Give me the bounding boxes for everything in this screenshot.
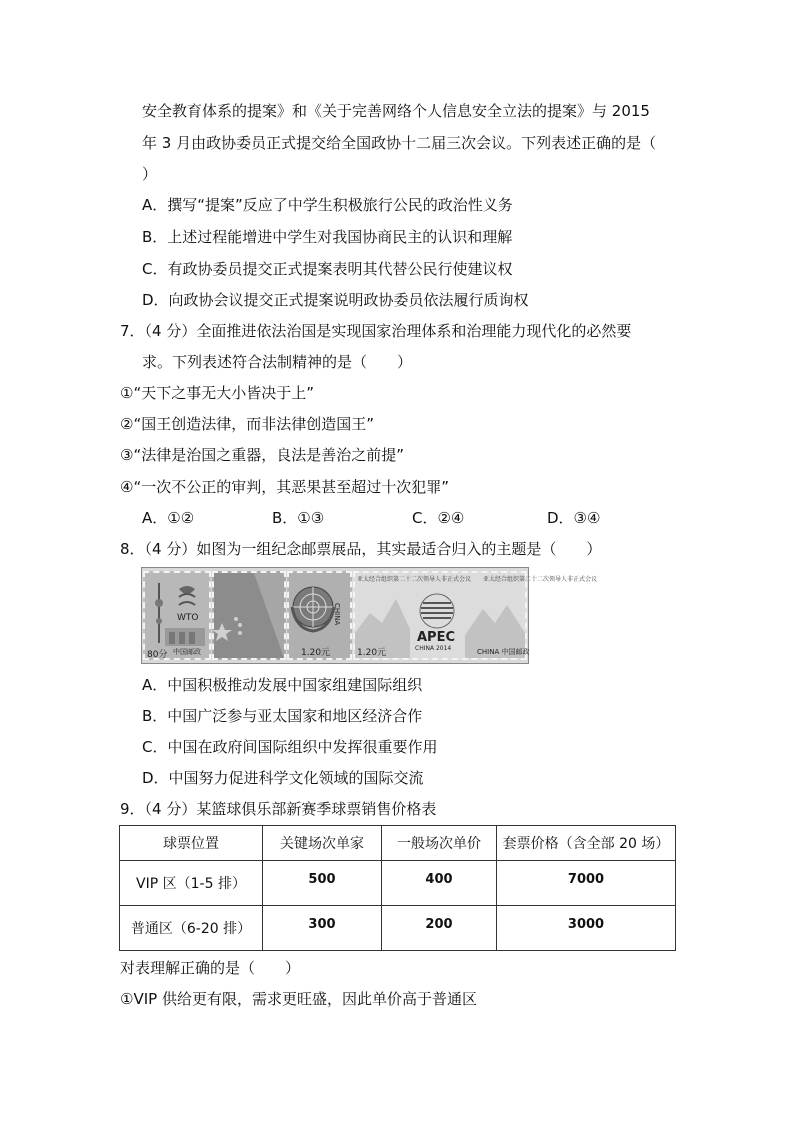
ticket-price-table [119, 825, 676, 951]
stamp4-country: CHINA 中国邮政 [477, 648, 530, 656]
q8-option-a: A．中国积极推动发展中国家组建国际组织 [142, 676, 423, 694]
table-cell: 300 [263, 906, 382, 951]
stamp1-country: 中国邮政 [173, 648, 201, 656]
stamp3-country: CHINA [333, 603, 341, 626]
q9-after-text: 对表理解正确的是（ ） [120, 959, 301, 977]
q7-option-b: B．①③ [272, 509, 325, 527]
table-cell: 200 [382, 906, 497, 951]
stamp4-value: 1.20元 [357, 648, 387, 658]
q7-option-c: C．②④ [412, 509, 465, 527]
q7-statement-1: ①“天下之事无大小皆决于上” [120, 384, 314, 402]
q6-option-c: C．有政协委员提交正式提案表明其代替公民行使建议权 [142, 260, 513, 278]
table-row [120, 861, 676, 906]
q7-stem-line2: 求。下列表述符合法制精神的是（ ） [142, 353, 413, 371]
q8-option-c: C．中国在政府间国际组织中发挥很重要作用 [142, 738, 438, 756]
stamp3-value: 1.20元 [301, 648, 331, 658]
stamp-flag [212, 571, 286, 660]
apec-header-text: 亚太经合组织第二十二次领导人非正式会议 亚太经合组织第二十二次领导人非正式会议 [357, 576, 598, 583]
q7-statement-3: ③“法律是治国之重器，良法是善治之前提” [120, 446, 404, 464]
table-cell: 7000 [497, 861, 676, 906]
flag-icon [214, 573, 284, 658]
q7-statement-2: ②“国王创造法律，而非法律创造国王” [120, 415, 374, 433]
table-header-row [120, 826, 676, 861]
q7-statement-4: ④“一次不公正的审判，其恶果甚至超过十次犯罪” [120, 478, 449, 496]
table-cell: 500 [263, 861, 382, 906]
table-cell: 400 [382, 861, 497, 906]
stamp-wto [143, 571, 211, 660]
apec-sub: CHINA 2014 [415, 645, 452, 652]
apec-label: APEC [417, 630, 456, 645]
table-header-cell: 球票位置 [120, 826, 263, 861]
q7-option-d: D．③④ [547, 509, 601, 527]
table-header-cell: 关键场次单家 [263, 826, 382, 861]
table-cell: 普通区（6-20 排） [120, 906, 263, 951]
stamp-apec [353, 571, 598, 660]
q6-text-line1: 安全教育体系的提案》和《关于完善网络个人信息安全立法的提案》与 2015 [142, 102, 650, 120]
table-header-cell: 一般场次单价 [382, 826, 497, 861]
table-row [120, 906, 676, 951]
q8-stem: 8．（4 分）如图为一组纪念邮票展品，其实最适合归入的主题是（ ） [120, 540, 602, 558]
q6-text-line3: ） [142, 165, 158, 183]
q8-option-d: D．中国努力促进科学文化领域的国际交流 [142, 769, 424, 787]
table-header-cell: 套票价格（含全部 20 场） [497, 826, 676, 861]
q6-option-b: B．上述过程能增进中学生对我国协商民主的认识和理解 [142, 228, 513, 246]
stamp1-value: 80分 [147, 650, 168, 660]
table-cell: 3000 [497, 906, 676, 951]
wto-label: WTO [177, 613, 199, 623]
q7-stem-line1: 7．（4 分）全面推进依法治国是实现国家治理体系和治理能力现代化的必然要 [120, 322, 632, 340]
q6-option-d: D．向政协会议提交正式提案说明政协委员依法履行质询权 [142, 291, 529, 309]
table-cell: VIP 区（1-5 排） [120, 861, 263, 906]
stamp-un [287, 571, 352, 660]
q7-option-a: A．①② [142, 509, 195, 527]
q6-option-a: A．撰写“提案”反应了中学生积极旅行公民的政治性义务 [142, 196, 513, 214]
q9-statement-1: ①VIP 供给更有限，需求更旺盛，因此单价高于普通区 [120, 990, 477, 1008]
q8-option-b: B．中国广泛参与亚太国家和地区经济合作 [142, 707, 423, 725]
q6-text-line2: 年 3 月由政协委员正式提交给全国政协十二届三次会议。下列表述正确的是（ [142, 134, 657, 152]
stamp-strip-image [141, 567, 598, 664]
q9-stem: 9．（4 分）某篮球俱乐部新赛季球票销售价格表 [120, 800, 437, 818]
